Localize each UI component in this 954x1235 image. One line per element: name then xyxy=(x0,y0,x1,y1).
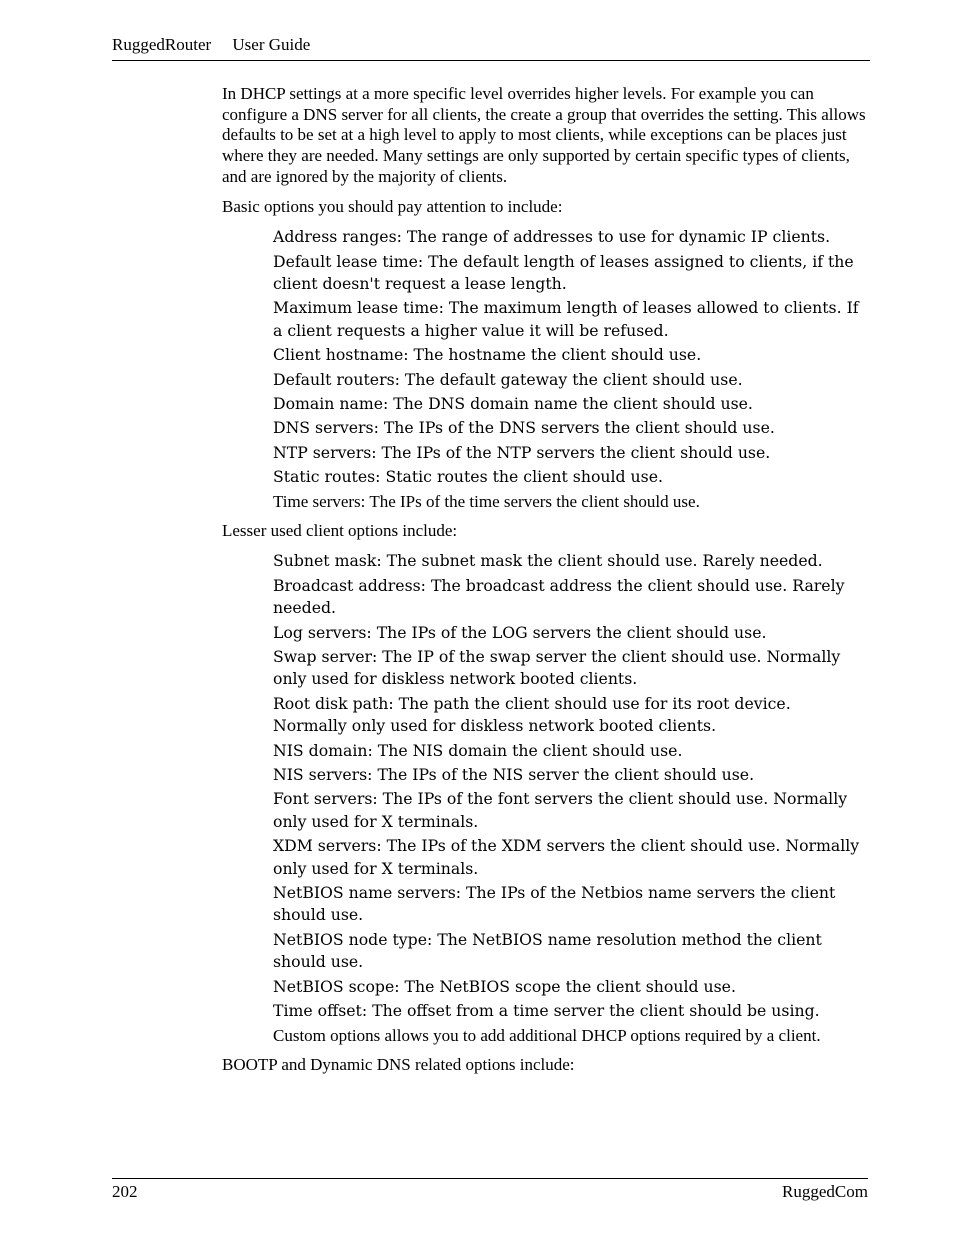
list-item: Address ranges: The range of addresses to use for dynamic IP clients. xyxy=(273,227,831,247)
list-item: NetBIOS node type: The NetBIOS name resolution method the client should use. xyxy=(273,929,822,972)
page-number: 202 xyxy=(112,1182,138,1201)
list-item: NetBIOS scope: The NetBIOS scope the client should use. xyxy=(273,976,736,996)
list-item: NetBIOS name servers: The IPs of the Netbios name servers the client should use. xyxy=(273,883,836,925)
running-header xyxy=(112,35,870,61)
header-product: RuggedRouter xyxy=(112,35,212,54)
list-item: Swap server: The IP of the swap server the client should use. Normally only used for diskless network booted clients. xyxy=(273,647,841,689)
list-item: Root disk path: The path the client should use for its root device. Normally only used for diskless network booted clients. xyxy=(273,693,791,736)
footer-company: RuggedCom xyxy=(782,1182,868,1201)
list-item: Time servers: The IPs of the time servers the client should use. xyxy=(273,491,700,511)
list-item: Time offset: The offset from a time server the client should be using. xyxy=(273,1001,820,1021)
lesser-options-heading: Lesser used client options include: xyxy=(222,520,458,540)
list-item: Default lease time: The default length of leases assigned to clients, if the client doesn't request a lease length. xyxy=(273,251,854,294)
list-item: Default routers: The default gateway the client should use. xyxy=(273,369,743,389)
list-item: DNS servers: The IPs of the DNS servers the client should use. xyxy=(273,418,775,438)
list-item: Domain name: The DNS domain name the client should use. xyxy=(273,394,753,414)
running-footer xyxy=(112,1178,868,1202)
lesser-options-list xyxy=(273,550,869,1045)
list-item: Log servers: The IPs of the LOG servers the client should use. xyxy=(273,622,767,642)
list-item: NIS domain: The NIS domain the client should use. xyxy=(273,740,683,760)
list-item: XDM servers: The IPs of the XDM servers the client should use. Normally only used for X terminals. xyxy=(273,836,860,878)
bootp-options-heading: BOOTP and Dynamic DNS related options include: xyxy=(222,1054,575,1074)
list-item: Subnet mask: The subnet mask the client should use. Rarely needed. xyxy=(273,551,823,571)
list-item: Broadcast address: The broadcast address the client should use. Rarely needed. xyxy=(273,575,845,618)
list-item: Custom options allows you to add additional DHCP options required by a client. xyxy=(273,1025,821,1045)
basic-options-list xyxy=(273,226,869,511)
list-item: Client hostname: The hostname the client should use. xyxy=(273,345,702,365)
page-body xyxy=(222,84,872,1075)
list-item: Maximum lease time: The maximum length of leases allowed to clients. If a client requests a higher value it will be refused. xyxy=(273,298,859,340)
list-item: NIS servers: The IPs of the NIS server the client should use. xyxy=(273,765,755,785)
list-item: NTP servers: The IPs of the NTP servers the client should use. xyxy=(273,442,771,462)
basic-options-heading: Basic options you should pay attention to include: xyxy=(222,196,563,216)
intro-paragraph: In DHCP settings at a more specific level overrides higher levels. For example you can configure a DNS server for all clients, the create a group that overrides the setting. This allows defaults to be set at a high level to apply to most clients, while exceptions can be places just where they are needed. Many settings are only supported by certain specific types of clients, and are ignored by the majority of clients. xyxy=(222,84,866,186)
list-item: Font servers: The IPs of the font servers the client should use. Normally only used for X terminals. xyxy=(273,789,848,831)
header-document-title: User Guide xyxy=(232,35,311,54)
list-item: Static routes: Static routes the client should use. xyxy=(273,467,663,487)
